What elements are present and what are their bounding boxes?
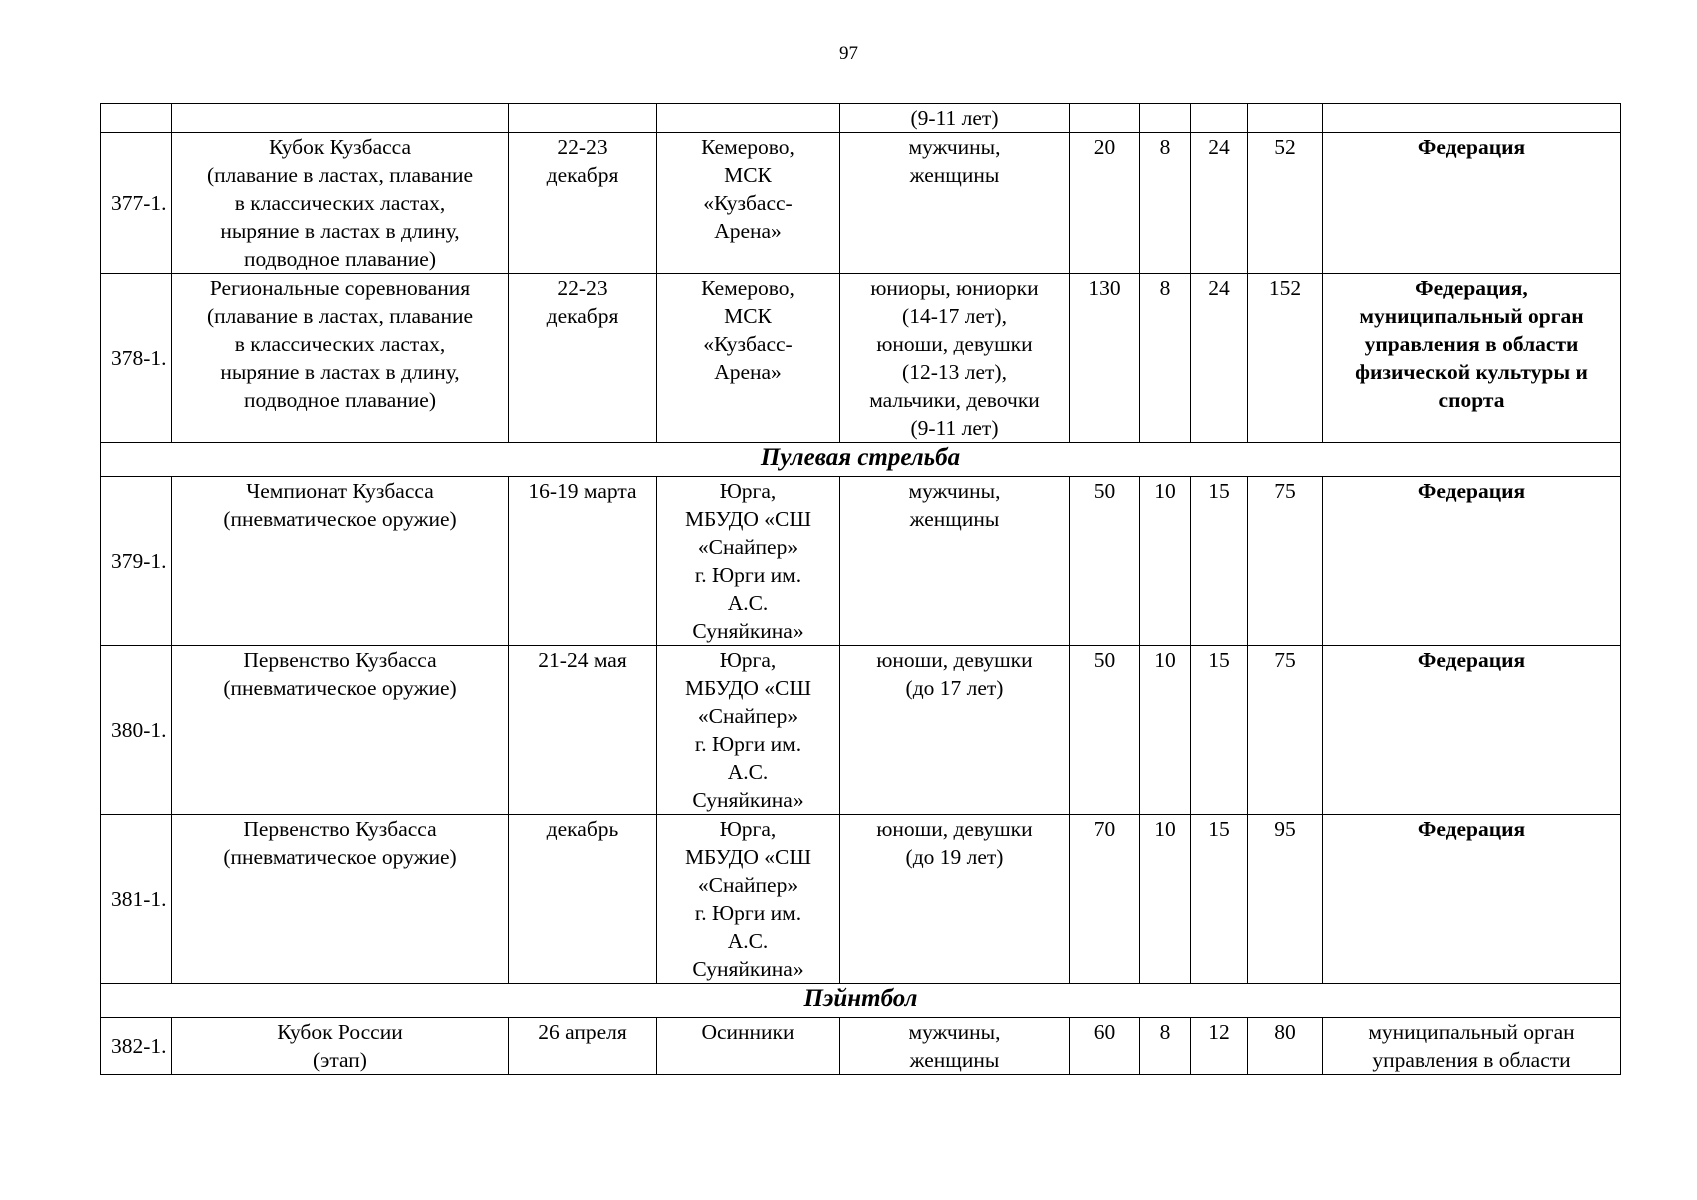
event-organizer: муниципальный орган управления в области bbox=[1323, 1018, 1621, 1075]
table-row bbox=[101, 1018, 1621, 1075]
total-cell: 75 bbox=[1248, 646, 1323, 815]
count-cell: 8 bbox=[1140, 1018, 1191, 1075]
participants-cell: (9-11 лет) bbox=[840, 104, 1070, 133]
event-place: Юрга, МБУДО «СШ «Снайпер» г. Юрги им. А.С. Суняйкина» bbox=[657, 646, 840, 815]
count-cell: 10 bbox=[1140, 477, 1191, 646]
count-cell: 24 bbox=[1191, 274, 1248, 443]
count-cell: 50 bbox=[1070, 646, 1140, 815]
count-cell: 15 bbox=[1191, 815, 1248, 984]
table-row bbox=[101, 646, 1621, 815]
event-organizer: Федерация bbox=[1323, 477, 1621, 646]
event-participants: юниоры, юниорки (14-17 лет), юноши, девушки (12-13 лет), мальчики, девочки (9-11 лет) bbox=[840, 274, 1070, 443]
date-cell bbox=[509, 104, 657, 133]
section-title-shooting: Пулевая стрельба bbox=[101, 443, 1621, 477]
name-cell bbox=[172, 104, 509, 133]
count-cell: 130 bbox=[1070, 274, 1140, 443]
row-number: 380-1. bbox=[101, 646, 172, 815]
total-cell: 95 bbox=[1248, 815, 1323, 984]
event-name: Кубок России (этап) bbox=[172, 1018, 509, 1075]
event-name: Первенство Кузбасса (пневматическое оружие) bbox=[172, 646, 509, 815]
count-cell: 12 bbox=[1191, 1018, 1248, 1075]
total-cell: 75 bbox=[1248, 477, 1323, 646]
event-organizer: Федерация, муниципальный орган управления в области физической культуры и спорта bbox=[1323, 274, 1621, 443]
count-cell: 20 bbox=[1070, 133, 1140, 274]
total-cell: 80 bbox=[1248, 1018, 1323, 1075]
event-name: Чемпионат Кузбасса (пневматическое оружие) bbox=[172, 477, 509, 646]
row-number: 379-1. bbox=[101, 477, 172, 646]
table-row bbox=[101, 477, 1621, 646]
row-number: 381-1. bbox=[101, 815, 172, 984]
event-participants: юноши, девушки (до 17 лет) bbox=[840, 646, 1070, 815]
total-cell: 52 bbox=[1248, 133, 1323, 274]
count-cell: 50 bbox=[1070, 477, 1140, 646]
event-place: Кемерово, МСК «Кузбасс- Арена» bbox=[657, 133, 840, 274]
events-table bbox=[100, 103, 1621, 1075]
event-date: 16-19 марта bbox=[509, 477, 657, 646]
event-name: Первенство Кузбасса (пневматическое оружие) bbox=[172, 815, 509, 984]
count-cell: 8 bbox=[1140, 133, 1191, 274]
page-number: 97 bbox=[839, 43, 858, 64]
count-cell bbox=[1191, 104, 1248, 133]
count-cell: 70 bbox=[1070, 815, 1140, 984]
count-cell: 8 bbox=[1140, 274, 1191, 443]
num-cell bbox=[101, 104, 172, 133]
count-cell: 15 bbox=[1191, 646, 1248, 815]
row-number: 382-1. bbox=[101, 1018, 172, 1075]
event-participants: мужчины, женщины bbox=[840, 477, 1070, 646]
event-name: Региональные соревнования (плавание в ластах, плавание в классических ластах, ныряние в ластах в длину, подводное плавание) bbox=[172, 274, 509, 443]
event-place: Юрга, МБУДО «СШ «Снайпер» г. Юрги им. А.С. Суняйкина» bbox=[657, 815, 840, 984]
section-row bbox=[101, 443, 1621, 477]
event-organizer: Федерация bbox=[1323, 133, 1621, 274]
count-cell: 10 bbox=[1140, 646, 1191, 815]
total-cell bbox=[1248, 104, 1323, 133]
count-cell: 24 bbox=[1191, 133, 1248, 274]
table-row bbox=[101, 274, 1621, 443]
count-cell bbox=[1140, 104, 1191, 133]
count-cell bbox=[1070, 104, 1140, 133]
event-date: 22-23 декабря bbox=[509, 274, 657, 443]
section-title-paintball: Пэйнтбол bbox=[101, 984, 1621, 1018]
event-place: Кемерово, МСК «Кузбасс- Арена» bbox=[657, 274, 840, 443]
count-cell: 60 bbox=[1070, 1018, 1140, 1075]
place-cell bbox=[657, 104, 840, 133]
event-date: 21-24 мая bbox=[509, 646, 657, 815]
total-cell: 152 bbox=[1248, 274, 1323, 443]
organizer-cell bbox=[1323, 104, 1621, 133]
table-row bbox=[101, 815, 1621, 984]
event-place: Осинники bbox=[657, 1018, 840, 1075]
table-body bbox=[101, 104, 1621, 1075]
event-participants: юноши, девушки (до 19 лет) bbox=[840, 815, 1070, 984]
row-number: 378-1. bbox=[101, 274, 172, 443]
event-date: декабрь bbox=[509, 815, 657, 984]
count-cell: 15 bbox=[1191, 477, 1248, 646]
table-row bbox=[101, 104, 1621, 133]
count-cell: 10 bbox=[1140, 815, 1191, 984]
event-date: 26 апреля bbox=[509, 1018, 657, 1075]
event-organizer: Федерация bbox=[1323, 815, 1621, 984]
row-number: 377-1. bbox=[101, 133, 172, 274]
event-date: 22-23 декабря bbox=[509, 133, 657, 274]
event-place: Юрга, МБУДО «СШ «Снайпер» г. Юрги им. А.С. Суняйкина» bbox=[657, 477, 840, 646]
table-row bbox=[101, 133, 1621, 274]
section-row bbox=[101, 984, 1621, 1018]
event-name: Кубок Кузбасса (плавание в ластах, плавание в классических ластах, ныряние в ластах в длину, подводное плавание) bbox=[172, 133, 509, 274]
event-participants: мужчины, женщины bbox=[840, 1018, 1070, 1075]
event-participants: мужчины, женщины bbox=[840, 133, 1070, 274]
event-organizer: Федерация bbox=[1323, 646, 1621, 815]
